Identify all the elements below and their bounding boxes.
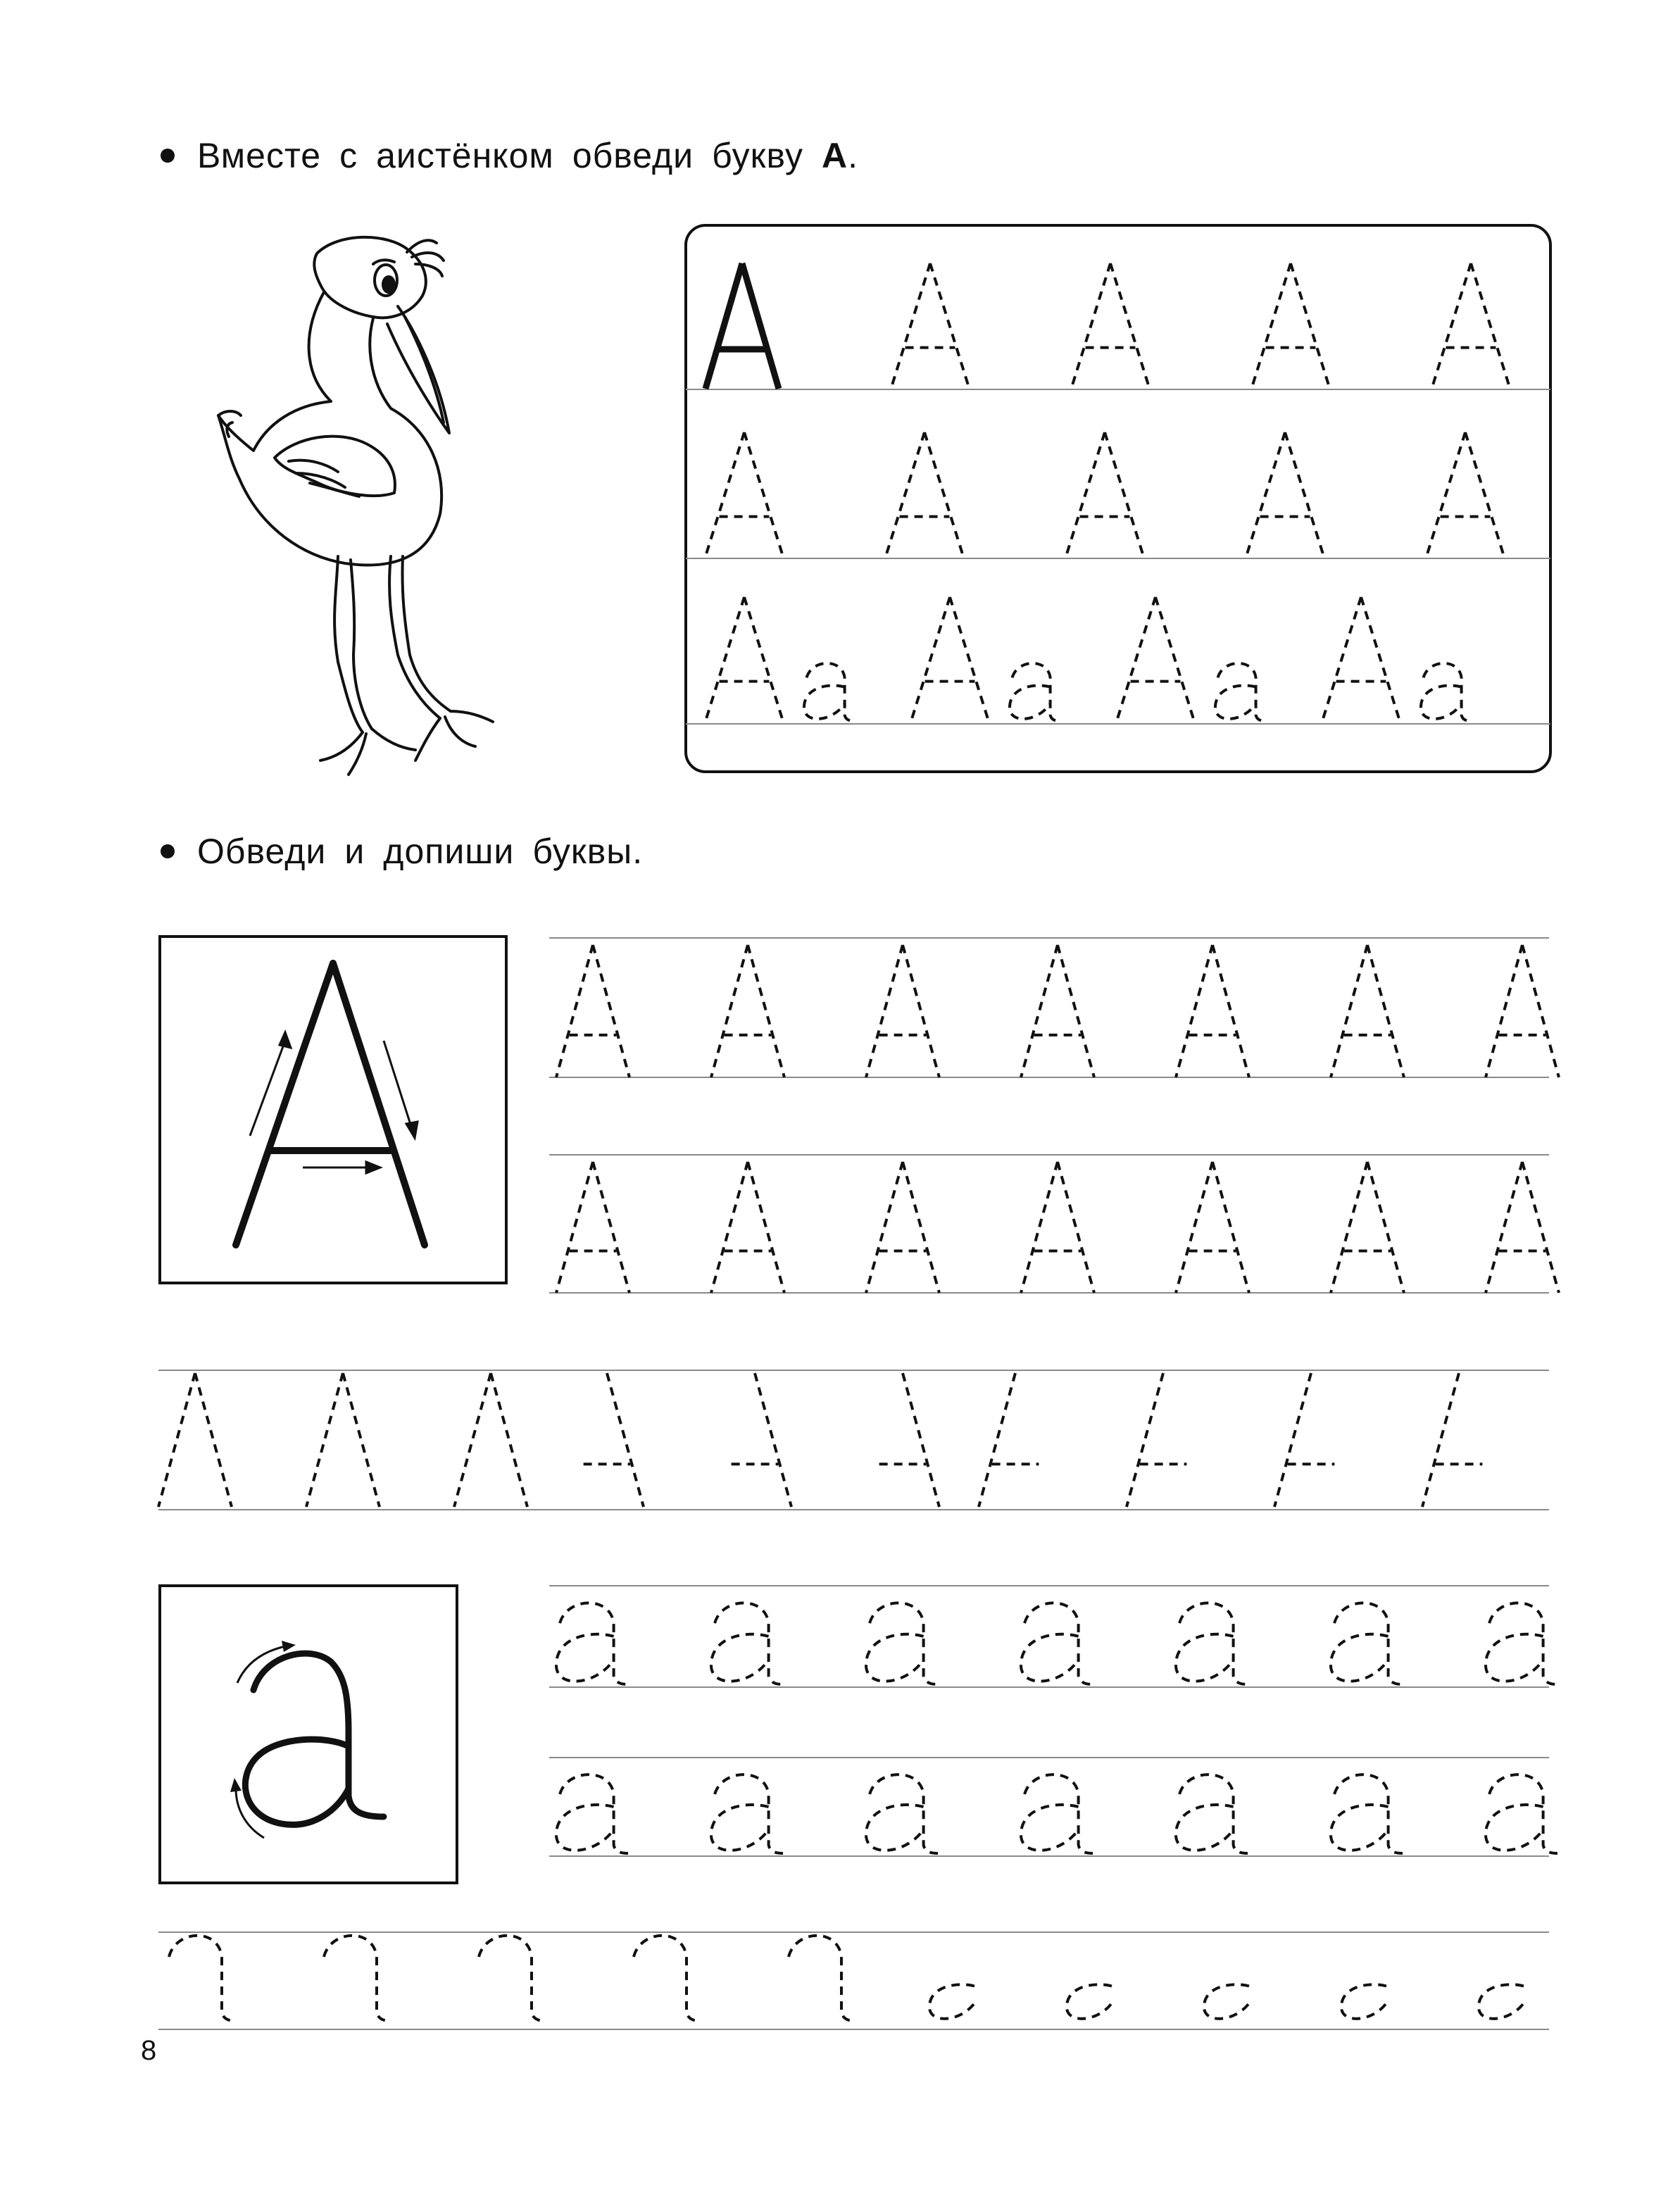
stroke-practice-a [1479, 1984, 1524, 2019]
dashed-letter-A [1331, 945, 1404, 1077]
dashed-letter-a [711, 1774, 783, 1853]
dashed-letter-A [1176, 1162, 1249, 1293]
stroke-practice-a [454, 1373, 527, 1507]
instruction-word: Обведи [197, 832, 327, 871]
dashed-letter-a [866, 1774, 938, 1853]
stroke-practice-a [306, 1373, 380, 1507]
dashed-letter-a [1021, 1603, 1093, 1684]
dashed-letter-a [1021, 1774, 1093, 1853]
instruction-word: с [339, 136, 358, 175]
stroke-practice-a [584, 1373, 644, 1507]
stroke-practice-a [1341, 1984, 1386, 2019]
instruction-word: Вместе [197, 136, 322, 175]
stroke-practice-a [479, 1936, 546, 2021]
dashed-letter-A [866, 1162, 939, 1293]
stroke-practice-a [732, 1373, 791, 1507]
stroke-practice-a [1127, 1373, 1186, 1507]
stroke-practice-a [789, 1936, 855, 2021]
dashed-letter-A [1331, 1162, 1404, 1293]
dashed-letter-a [1176, 1603, 1248, 1684]
dashed-letter-A [1486, 1162, 1559, 1293]
dashed-letter-a [866, 1603, 938, 1684]
dashed-letter-A [556, 1162, 629, 1293]
instruction-word: букву [712, 136, 803, 175]
instruction-letter: А [821, 136, 848, 175]
stroke-practice-a [158, 1373, 232, 1507]
dashed-letter-a [1331, 1774, 1403, 1853]
dashed-letter-A [711, 1162, 784, 1293]
dashed-letter-a [556, 1603, 628, 1684]
stroke-practice-a [324, 1936, 391, 2021]
dashed-letter-A [1176, 945, 1249, 1077]
dashed-letter-A [711, 945, 784, 1077]
dashed-letter-A [1021, 945, 1094, 1077]
dashed-letter-a [711, 1603, 783, 1684]
instruction-word: обведи [572, 136, 694, 175]
instruction-period: . [848, 136, 858, 175]
dashed-letter-A [1021, 1162, 1094, 1293]
stroke-practice-a [1067, 1984, 1112, 2019]
dashed-letter-A [866, 945, 939, 1077]
dashed-letter-a [1486, 1774, 1557, 1853]
instruction-word: аистёнком [376, 136, 554, 175]
stroke-practice-a [929, 1984, 974, 2019]
dashed-letter-a [1486, 1603, 1557, 1684]
dashed-letter-a [1176, 1774, 1248, 1853]
dashed-letter-a [1331, 1603, 1403, 1684]
stroke-practice-a [1422, 1373, 1482, 1507]
stroke-practice-a [1204, 1984, 1249, 2019]
stroke-practice-a [879, 1373, 939, 1507]
instruction-word: буквы. [532, 832, 644, 871]
dashed-letter-A [556, 945, 629, 1077]
instruction-word: и [344, 832, 365, 871]
stroke-practice-a [979, 1373, 1039, 1507]
page-number: 8 [141, 2035, 157, 2066]
dashed-letter-A [1486, 945, 1559, 1077]
stroke-practice-a [634, 1936, 701, 2021]
dashed-letter-a [556, 1774, 628, 1853]
stroke-practice-a [1274, 1373, 1334, 1507]
stroke-practice-a [169, 1936, 236, 2021]
instruction-word: допиши [383, 832, 515, 871]
